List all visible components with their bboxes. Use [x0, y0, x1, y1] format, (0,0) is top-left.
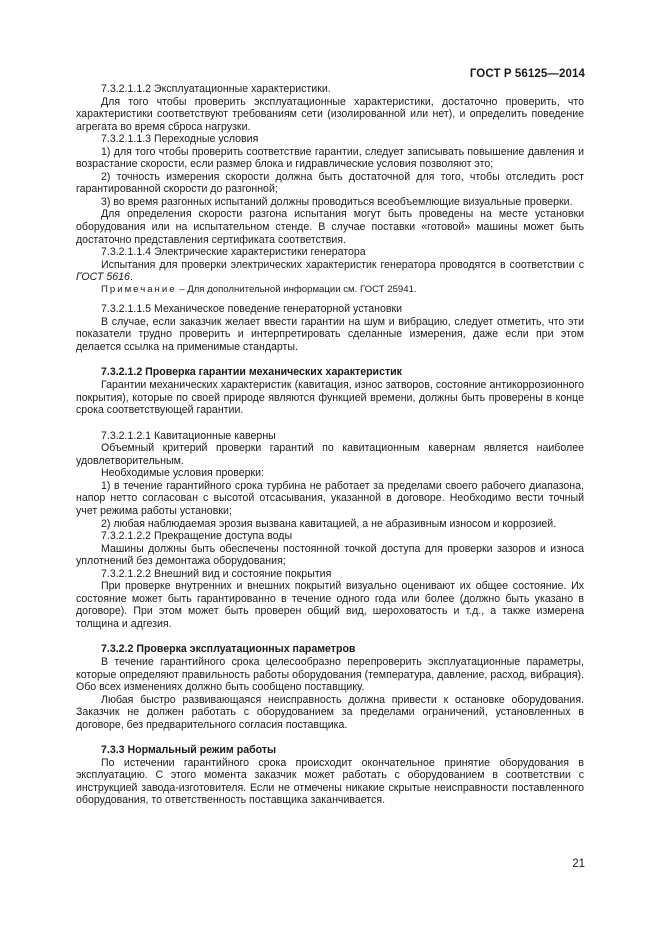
section-heading: 7.3.3 Нормальный режим работы: [101, 744, 277, 757]
heading-7-3-2-1-2-2-b: 7.3.2.1.2.2 Внешний вид и состояние покрытия: [101, 567, 332, 580]
note-label: Примечание: [101, 283, 177, 295]
list-item: 1) в течение гарантийного срока турбина не работает за пределами своего рабочего диапазона, напор нетто согласован с высотой отсасывания, указанной в договоре. Необходимо вести точный учет режима работы установки;: [76, 479, 584, 517]
list-item: 3) во время разгонных испытаний должны проводиться всеобъемлющие визуальные проверки.: [101, 195, 573, 208]
note-text: – Для дополнительной информации см. ГОСТ 25941.: [176, 283, 417, 295]
paragraph: Необходимые условия проверки:: [101, 467, 265, 480]
list-item: 2) любая наблюдаемая эрозия вызвана кавитацией, а не абразивным износом и коррозией.: [101, 517, 557, 530]
paragraph-text: Испытания для проверки электрических характеристик генератора проводятся в соответствии с: [101, 258, 584, 271]
document-body: [76, 83, 584, 807]
heading-7-3-2-1-1-2: 7.3.2.1.1.2 Эксплуатационные характеристики.: [101, 83, 331, 95]
section-heading: 7.3.2.1.2 Проверка гарантии механических характеристик: [101, 366, 402, 379]
paragraph: В случае, если заказчик желает ввести гарантии на шум и вибрацию, следует отметить, что эти показатели трудно проверить и интерпретировать сделанные измерения, даже если при этом делается ссылка на применимые стандарты.: [76, 315, 584, 353]
paragraph: Машины должны быть обеспечены постоянной точкой доступа для проверки зазоров и износа уплотнений без демонтажа оборудования;: [76, 542, 584, 568]
spacer: [76, 731, 584, 744]
paragraph: В течение гарантийного срока целесообразно перепроверить эксплуатационные параметры, которые определяют правильность работы оборудования (температура, давление, расход, вибрация). Обо всех изменениях должно быть сообщено поставщику.: [76, 655, 584, 694]
heading-7-3-2-1-2-1: 7.3.2.1.2.1 Кавитационные каверны: [101, 429, 276, 442]
standard-id: ГОСТ Р 56125—2014: [469, 68, 585, 80]
heading-7-3-2-1-1-5: 7.3.2.1.1.5 Механическое поведение генераторной установки: [101, 303, 403, 316]
list-item: 2) точность измерения скорости должна быть достаточной для того, чтобы отследить рост гарантированной скорости до разгонной;: [76, 170, 584, 196]
spacer: [76, 630, 584, 643]
spacer: [76, 417, 584, 430]
paragraph: Любая быстро развивающаяся неисправность должна привести к остановке оборудования. Заказчик не должен работать с оборудованием за пределами ограничений, установленных в договоре, без предварительного согласия поставщика.: [76, 693, 584, 731]
paragraph-end: .: [129, 271, 133, 284]
paragraph: Для определения скорости разгона испытания могут быть проведены на месте установки оборудования или на испытательном стенде. В случае поставки «готовой» машины может быть достаточно представления сертификата соответствия.: [76, 208, 584, 246]
paragraph: Для того чтобы проверить эксплуатационные характеристики, достаточно проверить, что характеристики соответствуют требованиям сети (изолированной или нет), и определить поведение агрегата во время сброса нагрузки.: [76, 95, 584, 133]
paragraph: При проверке внутренних и внешних покрытий визуально оценивают их общее состояние. Их состояние может быть гарантированно в течение одного года или более (должно быть указано в договоре). При этом может быть проверен общий вид, шероховатость и т.д., а также измерена толщина и адгезия.: [76, 580, 584, 630]
heading-7-3-2-1-1-3: 7.3.2.1.1.3 Переходные условия: [101, 133, 259, 146]
standard-reference: ГОСТ 5616: [76, 271, 130, 284]
list-item: 1) для того чтобы проверить соответствие гарантии, следует записывать повышение давления и возрастание скорости, если размер блока и гидравлические условия позволяют это;: [76, 145, 584, 171]
paragraph: [76, 259, 584, 284]
page-number: 21: [572, 858, 585, 870]
section-heading: 7.3.2.2 Проверка эксплуатационных параметров: [101, 643, 356, 656]
note: [76, 284, 584, 297]
heading-7-3-2-1-1-4: 7.3.2.1.1.4 Электрические характеристики генератора: [101, 246, 366, 259]
heading-7-3-2-1-2-2: 7.3.2.1.2.2 Прекращение доступа воды: [101, 530, 293, 543]
spacer: [76, 296, 584, 303]
paragraph: Объемный критерий проверки гарантий по кавитационным кавернам является наиболее удовлетворительным.: [76, 442, 584, 467]
paragraph: Гарантии механических характеристик (кавитация, износ затворов, состояние антикоррозионного покрытия), которые по своей природе являются функцией времени, должны быть проверены в конце срока соответствующей гарантии.: [76, 379, 584, 417]
paragraph: По истечении гарантийного срока происходит окончательное принятие оборудования в эксплуатацию. С этого момента заказчик может работать с оборудованием в соответствии с инструкцией завода-изготовителя. Если не отмечены никакие скрытые неисправности поставленного оборудования, то ответственность поставщика заканчивается.: [76, 756, 584, 807]
spacer: [76, 353, 584, 366]
